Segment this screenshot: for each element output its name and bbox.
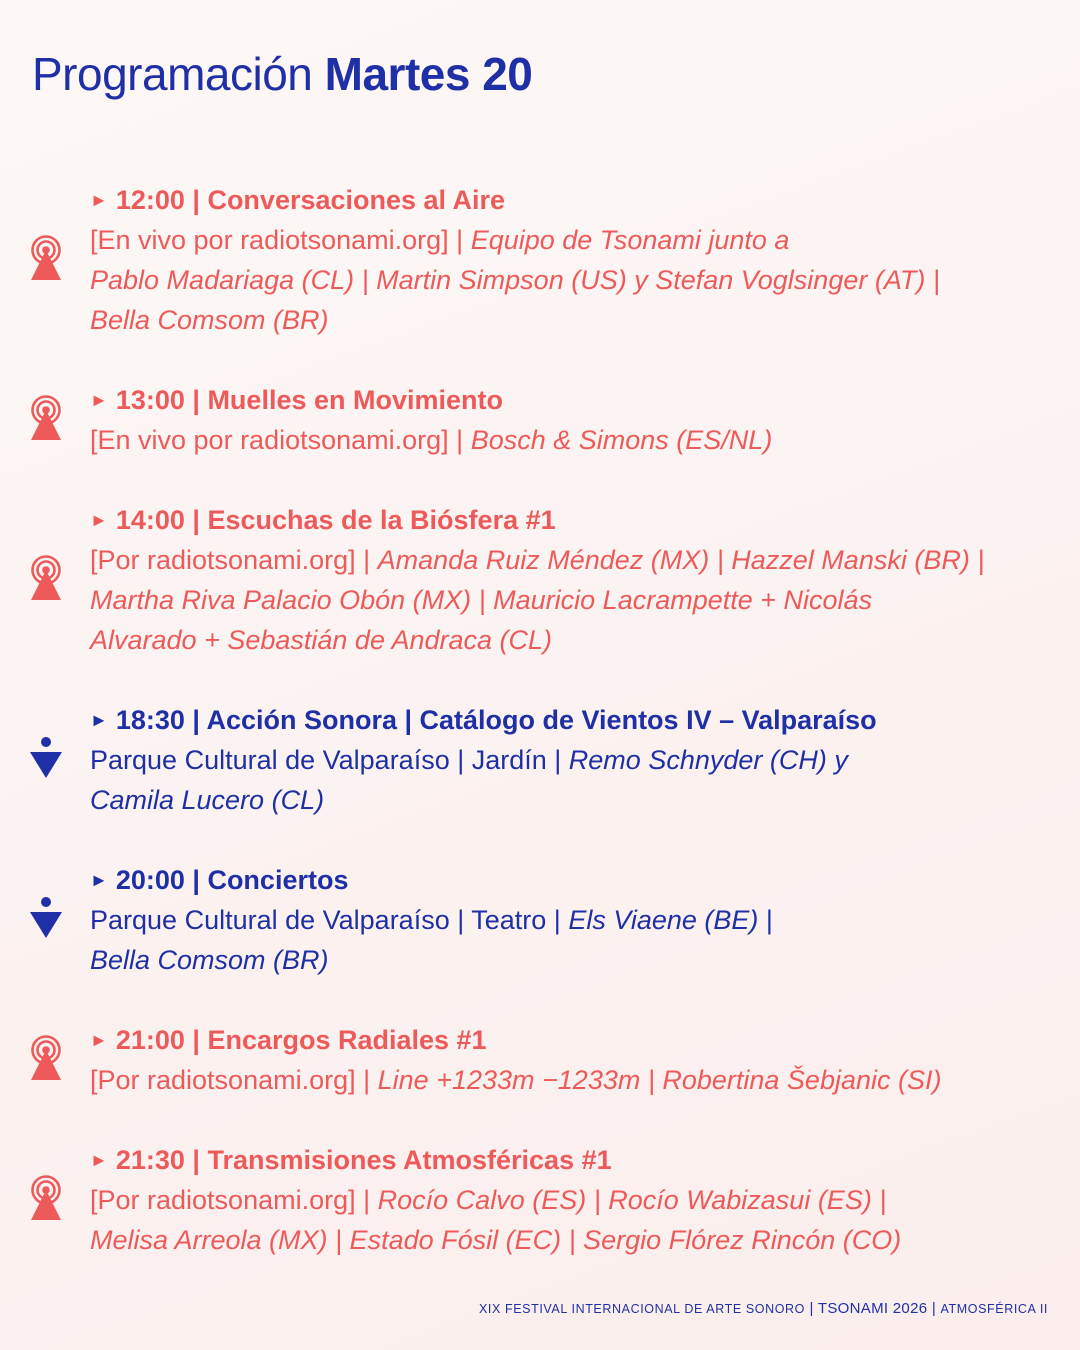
play-arrow-icon: ► — [90, 1150, 108, 1170]
play-arrow-icon: ► — [90, 870, 108, 890]
event-location: | — [758, 905, 773, 935]
event-detail-line — [90, 300, 1060, 340]
event-time-title: 18:30 | Acción Sonora | Catálogo de Vientos IV – Valparaíso — [115, 705, 877, 735]
footer-separator: | — [927, 1300, 941, 1317]
title-day: Martes 20 — [324, 48, 533, 100]
event-content — [90, 380, 1060, 460]
event-participants: Pablo Madariaga (CL) | Martin Simpson (US) y Stefan Voglsinger (AT) | — [90, 265, 940, 295]
event-detail-line — [90, 780, 1060, 820]
event-time-title: 13:00 | Muelles en Movimiento — [115, 385, 503, 415]
event-participants: Amanda Ruiz Méndez (MX) | Hazzel Manski (BR) | — [377, 545, 985, 575]
footer — [479, 1300, 1048, 1317]
event-detail-line — [90, 540, 1060, 580]
event-location: [Por radiotsonami.org] | — [90, 545, 378, 575]
event-detail-line — [90, 900, 1060, 940]
event-content — [90, 1020, 1060, 1100]
event-location: [En vivo por radiotsonami.org] | — [90, 425, 471, 455]
event-detail-line — [90, 740, 1060, 780]
event-participants: Alvarado + Sebastián de Andraca (CL) — [90, 625, 553, 655]
event-content — [90, 700, 1060, 820]
event-participants: Els Viaene (BE) — [568, 905, 759, 935]
event-time-title: 20:00 | Conciertos — [115, 865, 349, 895]
title-prefix: Programación — [32, 48, 313, 100]
event-heading — [90, 1140, 1060, 1180]
event-participants: Line +1233m −1233m | Robertina Šebjanic (SI) — [377, 1065, 942, 1095]
play-arrow-icon: ► — [90, 1030, 108, 1050]
event-participants: Camila Lucero (CL) — [90, 785, 325, 815]
event-participants: Rocío Calvo (ES) | Rocío Wabizasui (ES) | — [377, 1185, 887, 1215]
event-content — [90, 180, 1060, 340]
event-participants: Bella Comsom (BR) — [90, 945, 329, 975]
footer-festival: XIX FESTIVAL INTERNACIONAL DE ARTE SONORO — [478, 1302, 806, 1316]
event-detail-line — [90, 220, 1060, 260]
event-location: [Por radiotsonami.org] | — [90, 1065, 378, 1095]
location-pin-icon — [26, 734, 66, 786]
event-time-title: 12:00 | Conversaciones al Aire — [115, 185, 506, 215]
location-pin-icon — [26, 894, 66, 946]
event-time-title: 21:30 | Transmisiones Atmosféricas #1 — [115, 1145, 612, 1175]
event-heading — [90, 500, 1060, 540]
event-detail-line — [90, 260, 1060, 300]
radio-antenna-icon — [26, 554, 66, 606]
event-location: [En vivo por radiotsonami.org] | — [90, 225, 471, 255]
play-arrow-icon: ► — [90, 390, 108, 410]
event-detail-line — [90, 1180, 1060, 1220]
event-detail-line — [90, 940, 1060, 980]
play-arrow-icon: ► — [90, 510, 108, 530]
event-heading — [90, 700, 1060, 740]
event-detail-line — [90, 620, 1060, 660]
event-content — [90, 500, 1060, 660]
radio-antenna-icon — [26, 1034, 66, 1086]
radio-antenna-icon — [26, 1174, 66, 1226]
radio-antenna-icon — [26, 234, 66, 286]
event-location: [Por radiotsonami.org] | — [90, 1185, 378, 1215]
event-participants: Martha Riva Palacio Obón (MX) | Mauricio Lacrampette + Nicolás — [90, 585, 873, 615]
event-content — [90, 1140, 1060, 1260]
event-time-title: 21:00 | Encargos Radiales #1 — [115, 1025, 487, 1055]
event-participants: Melisa Arreola (MX) | Estado Fósil (EC) | Sergio Flórez Rincón (CO) — [90, 1225, 902, 1255]
play-arrow-icon: ► — [90, 190, 108, 210]
event-participants: Bella Comsom (BR) — [90, 305, 329, 335]
footer-separator: | — [805, 1300, 818, 1317]
event-detail-line — [90, 1220, 1060, 1260]
event-heading — [90, 180, 1060, 220]
play-arrow-icon: ► — [90, 710, 108, 730]
footer-brand: TSONAMI 2026 — [817, 1300, 928, 1317]
event-heading — [90, 860, 1060, 900]
event-participants: Equipo de Tsonami junto a — [470, 225, 790, 255]
radio-antenna-icon — [26, 394, 66, 446]
event-detail-line — [90, 580, 1060, 620]
page-title — [32, 44, 532, 104]
event-time-title: 14:00 | Escuchas de la Biósfera #1 — [115, 505, 556, 535]
event-location: Parque Cultural de Valparaíso | Jardín | — [90, 745, 569, 775]
event-heading — [90, 1020, 1060, 1060]
event-detail-line — [90, 420, 1060, 460]
footer-edition: ATMOSFÉRICA II — [940, 1302, 1048, 1316]
event-detail-line — [90, 1060, 1060, 1100]
event-content — [90, 860, 1060, 980]
event-participants: Bosch & Simons (ES/NL) — [470, 425, 773, 455]
event-location: Parque Cultural de Valparaíso | Teatro | — [90, 905, 569, 935]
event-heading — [90, 380, 1060, 420]
event-participants: Remo Schnyder (CH) y — [568, 745, 848, 775]
